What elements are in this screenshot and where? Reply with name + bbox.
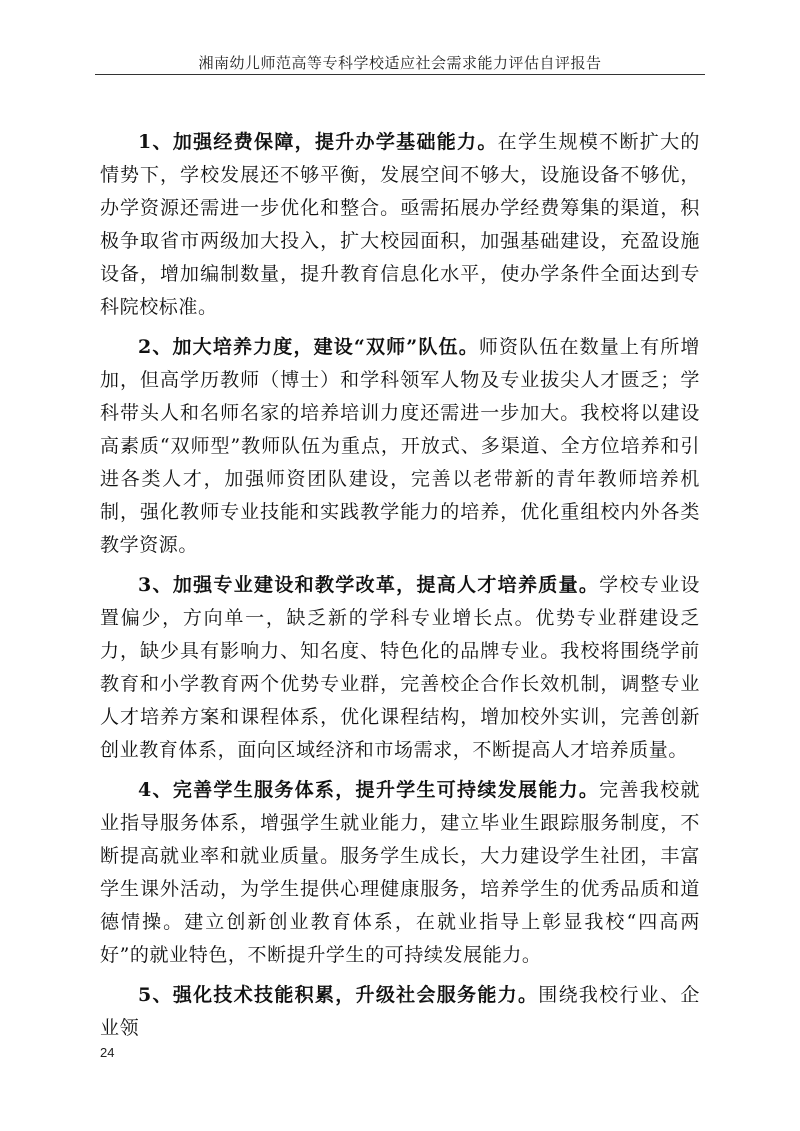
- paragraph-text: 在学生规模不断扩大的情势下，学校发展还不够平衡，发展空间不够大，设施设备不够优，办学资源还需进一步优化和整合。亟需拓展办学经费筹集的渠道，积极争取省市两级加大投入，扩大校园面积，加强基础建设，充盈设施设备，增加编制数量，提升教育信息化水平，使办学条件全面达到专科院校标准。: [100, 131, 700, 318]
- paragraph-text: 学校专业设置偏少，方向单一，缺乏新的学科专业增长点。优势专业群建设乏力，缺少具有影响力、知名度、特色化的品牌专业。我校将围绕学前教育和小学教育两个优势专业群，完善校企合作长效机制，调整专业人才培养方案和课程体系，优化课程结构，增加校外实训，完善创新创业教育体系，面向区域经济和市场需求，不断提高人才培养质量。: [100, 574, 700, 761]
- paragraph-text: 围绕我校行业、企业领: [100, 984, 700, 1039]
- paragraph-1: [100, 126, 700, 324]
- paragraph-text: 师资队伍在数量上有所增加，但高学历教师（博士）和学科领军人物及专业拔尖人才匮乏；学科带头人和名师名家的培养培训力度还需进一步加大。我校将以建设高素质“双师型”教师队伍为重点，开放式、多渠道、全方位培养和引进各类人才，加强师资团队建设，完善以老带新的青年教师培养机制，强化教师专业技能和实践教学能力的培养，优化重组校内外各类教学资源。: [100, 336, 700, 556]
- paragraph-4: [100, 774, 700, 972]
- paragraph-lead: 2、加大培养力度，建设“双师”队伍。: [138, 336, 479, 358]
- paragraph-lead: 4、完善学生服务体系，提升学生可持续发展能力。: [138, 779, 600, 801]
- document-body: [100, 126, 700, 1052]
- paragraph-5: [100, 979, 700, 1045]
- paragraph-lead: 5、强化技术技能积累，升级社会服务能力。: [138, 984, 539, 1006]
- paragraph-text: 完善我校就业指导服务体系，增强学生就业能力，建立毕业生跟踪服务制度，不断提高就业率和就业质量。服务学生成长，大力建设学生社团，丰富学生课外活动，为学生提供心理健康服务，培养学生的优秀品质和道德情操。建立创新创业教育体系，在就业指导上彰显我校“四高两好”的就业特色，不断提升学生的可持续发展能力。: [100, 779, 700, 966]
- running-header: 湘南幼儿师范高等专科学校适应社会需求能力评估自评报告: [198, 54, 602, 72]
- paragraph-lead: 1、加强经费保障，提升办学基础能力。: [138, 131, 498, 153]
- page-number: 24: [100, 1045, 115, 1060]
- header-rule: [95, 74, 705, 75]
- paragraph-2: [100, 331, 700, 562]
- paragraph-3: [100, 569, 700, 767]
- paragraph-lead: 3、加强专业建设和教学改革，提高人才培养质量。: [138, 574, 600, 596]
